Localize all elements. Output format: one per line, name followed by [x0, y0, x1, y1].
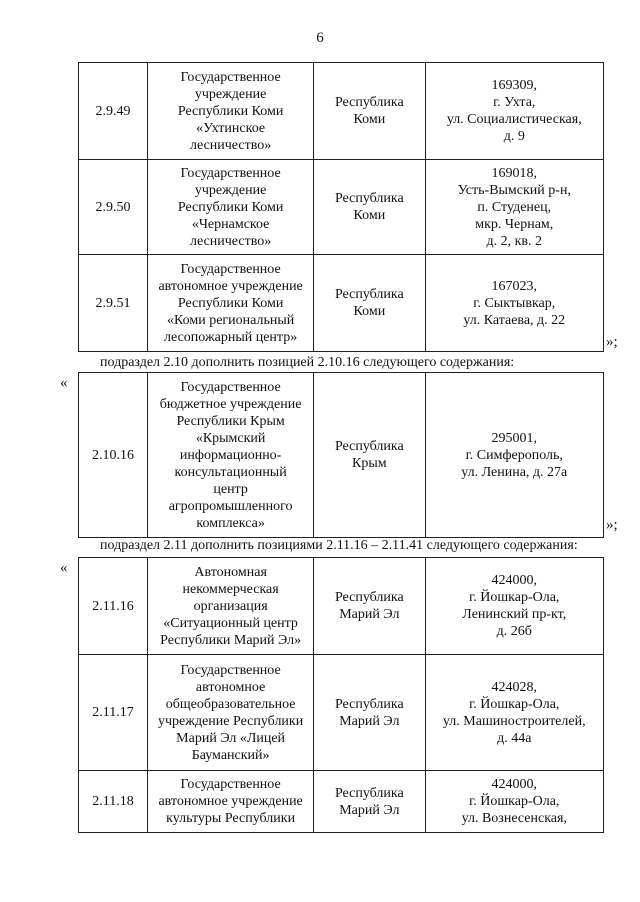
- organization-name: Государственное автономное учреждение культуры Республики: [148, 771, 314, 833]
- row-number: 2.11.16: [79, 558, 148, 655]
- table-row: [79, 63, 604, 160]
- address: 169309, г. Ухта, ул. Социалистическая, д. 9: [425, 63, 603, 160]
- table-row: [79, 160, 604, 255]
- closing-quote-mark: »;: [606, 517, 618, 533]
- table-row: [79, 655, 604, 771]
- address: 167023, г. Сыктывкар, ул. Катаева, д. 22: [425, 255, 603, 352]
- region: Республика Марий Эл: [314, 558, 425, 655]
- organization-name: Государственное автономное учреждение Республики Коми «Коми региональный лесопожарный центр»: [148, 255, 314, 352]
- organization-name: Государственное учреждение Республики Коми «Ухтинское лесничество»: [148, 63, 314, 160]
- opening-quote-mark: «: [60, 375, 68, 391]
- organization-name: Автономная некоммерческая организация «Ситуационный центр Республики Марий Эл»: [148, 558, 314, 655]
- organization-name: Государственное учреждение Республики Коми «Чернамское лесничество»: [148, 160, 314, 255]
- region: Республика Коми: [314, 160, 425, 255]
- row-number: 2.9.51: [79, 255, 148, 352]
- address: 424000, г. Йошкар-Ола, ул. Вознесенская,: [425, 771, 603, 833]
- page-number: 6: [316, 30, 324, 46]
- organization-name: Государственное автономное общеобразовательное учреждение Республики Марий Эл «Лицей Бауманский»: [148, 655, 314, 771]
- region: Республика Крым: [314, 373, 425, 538]
- subsection-2-11-note: подраздел 2.11 дополнить позициями 2.11.16 – 2.11.41 следующего содержания:: [100, 538, 578, 553]
- registry-table-2-11: [78, 557, 604, 833]
- row-number: 2.10.16: [79, 373, 148, 538]
- row-number: 2.9.50: [79, 160, 148, 255]
- address: 424000, г. Йошкар-Ола, Ленинский пр-кт, д. 26б: [425, 558, 603, 655]
- registry-table-2-10: [78, 372, 604, 538]
- row-number: 2.11.18: [79, 771, 148, 833]
- address: 169018, Усть-Вымский р-н, п. Студенец, мкр. Чернам, д. 2, кв. 2: [425, 160, 603, 255]
- region: Республика Коми: [314, 63, 425, 160]
- table-row: [79, 255, 604, 352]
- region: Республика Марий Эл: [314, 655, 425, 771]
- region: Республика Коми: [314, 255, 425, 352]
- closing-quote-mark: »;: [606, 334, 618, 350]
- address: 295001, г. Симферополь, ул. Ленина, д. 27а: [425, 373, 603, 538]
- address: 424028, г. Йошкар-Ола, ул. Машиностроителей, д. 44а: [425, 655, 603, 771]
- organization-name: Государственное бюджетное учреждение Республики Крым «Крымский информационно- консультационный центр агропромышленного комплекса»: [148, 373, 314, 538]
- row-number: 2.11.17: [79, 655, 148, 771]
- region: Республика Марий Эл: [314, 771, 425, 833]
- table-row: [79, 771, 604, 833]
- opening-quote-mark: «: [60, 560, 68, 576]
- row-number: 2.9.49: [79, 63, 148, 160]
- table-row: [79, 558, 604, 655]
- subsection-2-10-note: подраздел 2.10 дополнить позицией 2.10.16 следующего содержания:: [100, 355, 515, 370]
- registry-table-2-9: [78, 62, 604, 352]
- table-row: [79, 373, 604, 538]
